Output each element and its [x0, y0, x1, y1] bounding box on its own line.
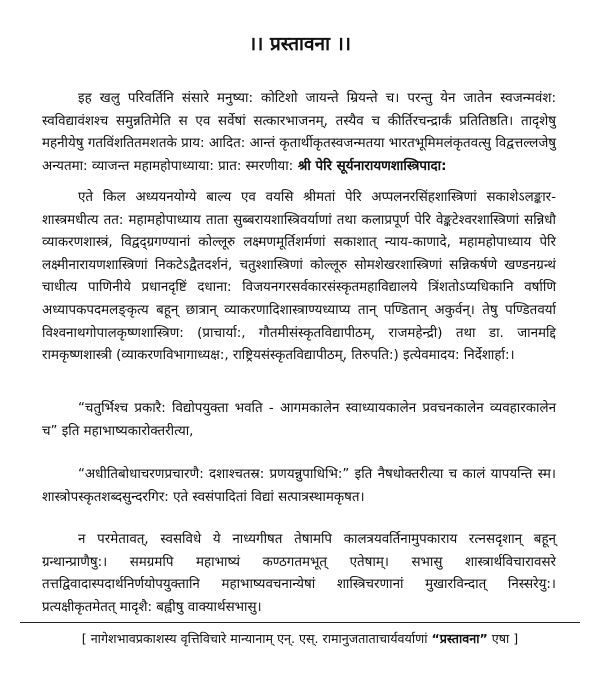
paragraph-2: एते किल अध्ययनयोग्ये बाल्य एव वयसि श्रीमतां पेरि अप्पलनरसिंहशास्त्रिणां सकाशेऽलङ्कार-शास्त्रमधीत्य तत: महामहोपाध्याय ताता सुब्बरायशास्त्रिवर्याणां तथा कलाप्रपूर्ण पेरि वेङ्कटेश्वरशास्त्रिणां सन्निधौ व्याकरणशास्त्रं, विद्वद्ग्रगण्यानां कोल्लूरु लक्ष्मणमूर्तिशर्मणां सकाशात् न्याय-काणादे, महामहोपाध्याय पेरि लक्ष्मीनारायणशास्त्रिणां निकटेऽद्वैतदर्शनं, चतुश्शास्त्रिणां कोल्लूरु सोमशेखरशास्त्रिणां सन्निकर्षणे खण्डनग्रन्थं चाधीत्य पाणिनीये प्रधानदृष्टिं दधाना: विजयनगरसर्वकारसंस्कृतमहाविद्यालये त्रिंशतोऽप्यधिकानि वर्षाणि अध्यापकपदमलङ्कृत्य बहून् छात्रान् व्याकरणादिशास्त्राण्यध्याप्य तान् पण्डितान् अकुर्वन्। तेषु पण्डितवर्या विश्वनाथगोपालकृष्णशास्त्रिण: (प्राचार्या:, गौतमीसंस्कृतविद्यापीठम्, राजमहेन्द्री) तथा डा. जानमद्दि रामकृष्णशास्त्री (व्याकरणविभागाध्यक्ष:, राष्ट्रियसंस्कृतविद्यापीठम्, तिरुपति:) इत्येवमादय: निर्देशार्हा:।	[42, 190, 556, 364]
paragraph-1-bold-name: श्री पेरि सूर्यनारायणशास्त्रिपादा:	[293, 158, 447, 174]
footer-text-bold: “प्रस्तावना”	[431, 631, 488, 646]
page-title: ।। प्रस्तावना ।।	[248, 33, 352, 55]
footer-divider	[20, 622, 580, 623]
footer-text-start: [ नागेशभावप्रकाशस्य वृत्तिविचारे मान्यानाम् एन्. एस्. रामानुजताताचार्यवर्याणां	[81, 631, 432, 646]
paragraph-4: “अधीतिबोधाचरणप्रचारणै: दशाश्चतस्र: प्रणयन्नुपाधिभि:” इति नैषधोक्तरीत्या च कालं यापयन्ति स्म। शास्त्रोपस्कृतशब्दसुन्दरगिर: एते स्वसंपादितां विद्यां सत्पात्रस्थामकृषत।	[42, 467, 556, 505]
paragraph-1	[42, 88, 556, 178]
footer-text-end: एषा ]	[487, 631, 519, 646]
paragraph-3: “चतुर्भिश्च प्रकारै: विद्योपयुक्ता भवति - आगमकालेन स्वाध्यायकालेन प्रवचनकालेन व्यवहारकालेन च” इति महाभाष्यकारोक्तरीत्या,	[42, 401, 556, 439]
paragraph-1-text: इह खलु परिवर्तिनि संसारे मनुष्या: कोटिशो जायन्ते म्रियन्ते च। परन्तु येन जातेन स्वजन्मवंश: स्वविद्यावंशश्च समुन्नतिमेति स एव सर्वेषां सत्कारभाजनम्, तस्यैव च कीर्तिरचन्द्रार्कं प्रतितिष्ठति। तादृशेषु महनीयेषु गतविंशतितमशतके प्राय: आदित: आन्तं कृतार्थीकृतस्वजन्मतया भारतभूमिमलंकृतवत्सु विद्वत्तल्लजेषु अन्यतमा: व्याजन्त महामहोपाध्याया: प्रात: स्मरणीया:	[42, 91, 556, 174]
paragraph-5: न परमेतावत्, स्वसविधे ये नाध्यगीषत तेषामपि कालत्रयवर्तिनामुपकाराय रत्नसदृशान् बहून् ग्रन्थान्प्राणैषु:। समग्रमपि महाभाष्यं कण्ठगतमभूत् एतेषाम्। सभासु शास्त्रार्थविचारावसरे तत्तद्विवादास्पदार्थनिर्णयोपयुक्तानि महाभाष्यवचनान्येषां शास्त्रिचरणानां मुखारविन्दात् निस्सरेयु:। प्रत्यक्षीकृतमेतत् मादृशै: बह्वीषु वाक्यार्थसभासु।	[42, 532, 556, 615]
footer-note	[0, 629, 600, 649]
